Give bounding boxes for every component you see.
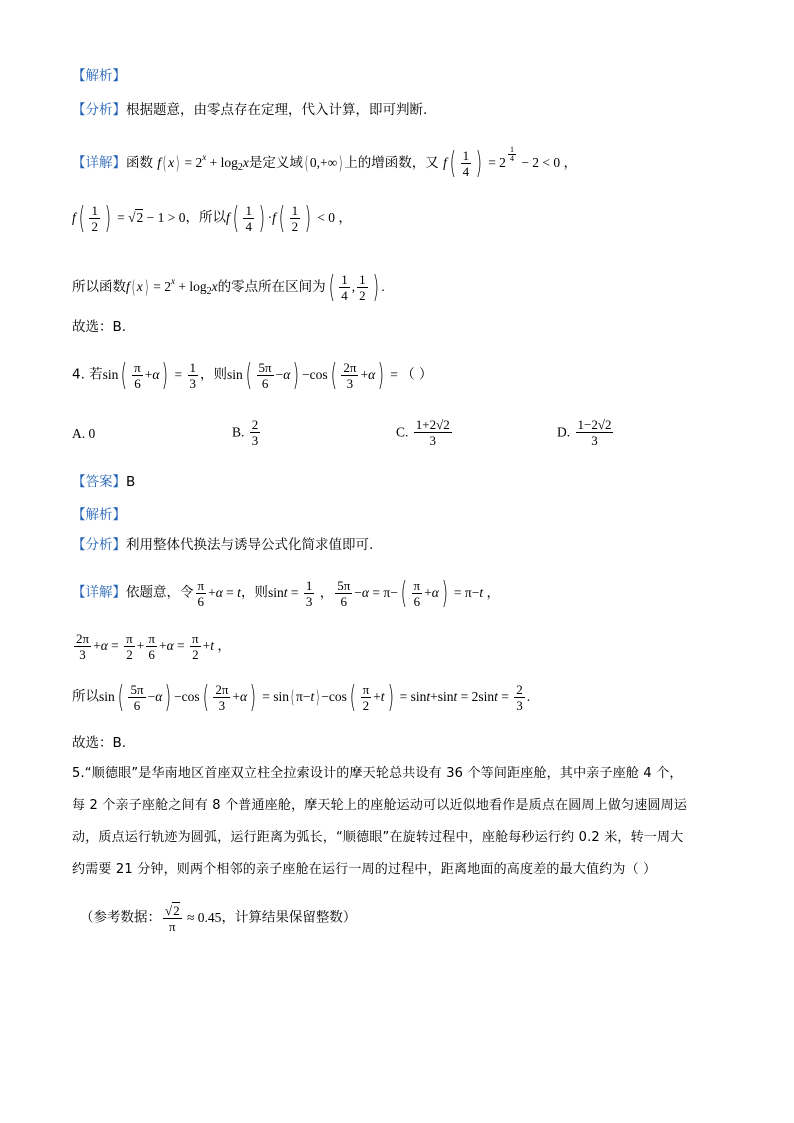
q4-text: 依题意，令 [126, 584, 194, 601]
q3-xiangjie-line1 [72, 144, 577, 179]
q3-text: ，所以 [185, 209, 226, 226]
option-letter: A. [72, 426, 86, 441]
q5-line: 约需要 21 分钟，则两个相邻的亲子座舱在运行一周的过程中，距离地面的高度差的最大值约为（ ） [72, 862, 657, 877]
q4-choose: 故选：B. [72, 735, 127, 751]
q4-text: 所以 [72, 688, 99, 705]
q5-line: 每 2 个亲子座舱之间有 8 个普通座舱，摩天轮上的座舱运动可以近似地看作是质点在圆周上做匀速圆周运 [72, 798, 688, 813]
q3-f-half: f( $\frac{1}{2}$ ) = √2 − 1 > 0 [72, 200, 186, 236]
fenxi-tag: 【分析】 [72, 102, 126, 118]
q4-xiangjie-line3 [72, 679, 531, 715]
q5-stem [72, 758, 722, 886]
q3-xiangjie-line3 [72, 271, 385, 303]
xiangjie-tag: 【详解】 [72, 155, 126, 171]
q4-xiangjie-line2 [72, 631, 231, 662]
q4-option-a [72, 426, 95, 442]
q4-substitution: $\frac{\pi}{6}$ +α = t [197, 578, 241, 609]
q4-text: ，则 [200, 366, 228, 383]
q3-xiangjie-line2 [72, 200, 352, 236]
q4-answer-line [72, 472, 135, 492]
q4-condition: sin( $\frac{\pi}{6}$ +α) = $\frac{1}{3}$ [102, 357, 197, 393]
q3-domain: ( 0,+∞) [304, 152, 343, 174]
q5-line: 动，质点运行轨迹为圆弧，运行距离为弧长，“顺德眼”在旋转过程中，座舱每秒运行约 0.2 米，转一周大 [72, 830, 684, 845]
q3-text: 所以函数 [72, 279, 126, 295]
q4-fenxi-text: 利用整体代换法与诱导公式化简求值即可. [126, 537, 374, 553]
q3-choose: 故选：B. [72, 319, 127, 335]
xiangjie-tag: 【详解】 [72, 584, 126, 601]
q4-text: （ ） [401, 366, 433, 383]
q3-text: 函数 [126, 155, 153, 171]
analysis-tag: 【解析】 [72, 68, 126, 84]
option-num: 1+2√2 [415, 417, 450, 432]
q5-line: 5.“顺德眼”是华南地区首座双立柱全拉索设计的摩天轮总共设有 36 个等间距座舱，其中亲子座舱 4 个， [72, 766, 683, 781]
q4-angle-sum: $\frac{2\pi}{3}$ +α = $\frac{\pi}{2}$ + $\frac{\pi}{6}$ +α = $\frac{\pi}{2}$ +t ， [76, 631, 231, 662]
q4-xiangjie-line1 [72, 575, 500, 611]
q4-fenxi-line [72, 535, 373, 555]
q4-result: sin( $\frac{5\pi}{6}$ −α) −cos( $\frac{2\pi}{3}$ +α) = sin( π−t) −cos( $\frac{\pi}{2}$ +t) = sint+sint = 2sint = $\frac{2}{3}$ . [99, 679, 531, 715]
q4-text: ，则 [240, 584, 268, 601]
option-den: 3 [251, 433, 259, 448]
option-num: 2 [251, 417, 259, 432]
q5-ref-formula: $\frac{√2}{\pi}$ ≈ 0.45 [165, 903, 222, 934]
option-letter: C. [396, 424, 409, 440]
fenxi-tag: 【分析】 [72, 537, 126, 553]
q3-fenxi-text: 根据题意，由零点存在定理，代入计算，即可判断. [126, 102, 428, 118]
q3-text: 的零点所在区间为 [217, 279, 326, 295]
analysis-tag: 【解析】 [72, 507, 126, 523]
q3-product: f( $\frac{1}{4}$ ) ·f( $\frac{1}{2}$ ) < 0 ， [225, 200, 352, 236]
q4-text: 4. 若 [72, 366, 103, 383]
q3-f-quarter: f( $\frac{1}{4}$ ) = 2 $^{\frac{1}{4}}$ − 2 < 0 ， [443, 145, 578, 181]
q4-option-c [396, 417, 454, 448]
q3-function-formula: f( $x) = 2^x + \log_2x$ [157, 152, 249, 174]
option-den: 3 [591, 433, 598, 448]
q5-text: ，计算结果保留整数） [221, 909, 357, 926]
q4-sin-t: sint = $\frac{1}{3}$ ， $\frac{5\pi}{6}$ −α = π−( $\frac{\pi}{6}$ +α) = π−t ， [267, 575, 500, 611]
q4-option-b [232, 417, 262, 448]
q3-function-formula: f( $x) = 2^x + \log_2x$ [126, 276, 218, 298]
q4-stem [72, 357, 433, 393]
option-letter: B. [232, 424, 245, 440]
q3-text: 上的增函数，又 [344, 155, 439, 171]
q5-reference [80, 903, 356, 934]
q3-text: 是定义域 [248, 155, 303, 171]
option-letter: D. [557, 424, 571, 440]
q3-interval: ( $\frac{1}{4}$ , $\frac{1}{2}$ ) . [328, 269, 385, 305]
option-num: 1−2√2 [577, 417, 612, 432]
q4-answer: B [126, 474, 136, 490]
q5-ref-approx: ≈ 0.45 [187, 909, 222, 925]
option-value: 0 [88, 426, 96, 441]
q5-text: （参考数据： [80, 909, 161, 926]
q3-fenxi-line [72, 100, 427, 120]
q4-option-d [557, 417, 615, 448]
option-den: 3 [429, 433, 436, 448]
answer-tag: 【答案】 [72, 474, 126, 490]
q4-expression: sin( $\frac{5\pi}{6}$ −α) −cos( $\frac{2\pi}{3}$ +α) = [227, 357, 402, 393]
